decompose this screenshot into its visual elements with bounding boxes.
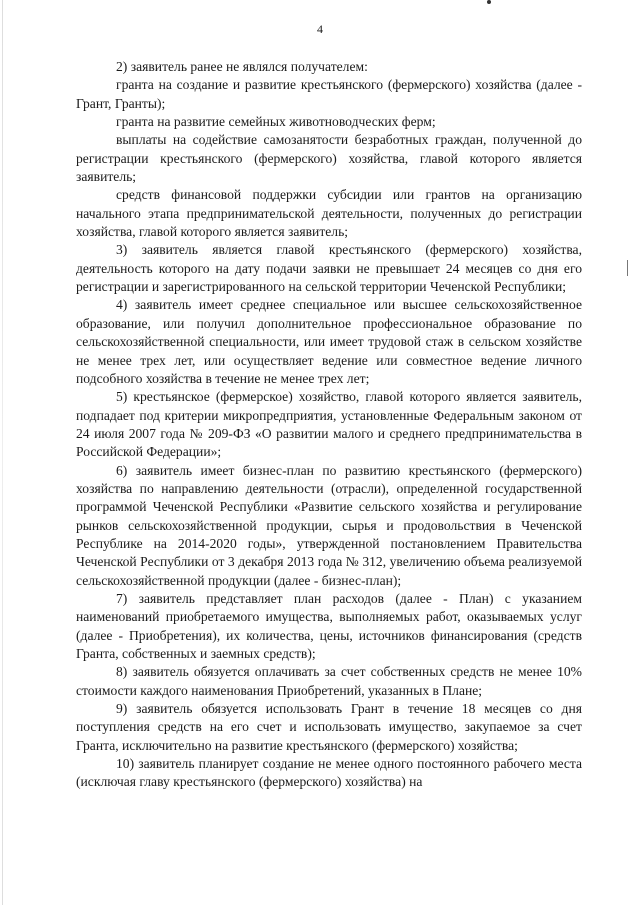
paragraph-condition-8: 8) заявитель обязуется оплачивать за счет собственных средств не менее 10% стоимости каждого наименования Приобретений, указанных в Плане;: [76, 664, 582, 698]
paragraph-condition-10: 10) заявитель планирует создание не менее одного постоянного рабочего места (исключая главу крестьянского (фермерского) хозяйства) на: [76, 756, 582, 790]
document-body: [76, 58, 582, 792]
scan-speck: [487, 0, 491, 4]
paragraph-condition-3: 3) заявитель является главой крестьянского (фермерского) хозяйства, деятельность которого на дату подачи заявки не превышает 24 месяцев со дня его регистрации и зарегистрированного на сельской территории Чеченской Республики;: [76, 242, 582, 295]
paragraph-self-employment: выплаты на содействие самозанятости безработных граждан, полученной до регистрации крестьянского (фермерского) хозяйства, главой которого является заявитель;: [76, 132, 582, 185]
paragraph-grant-farm: гранта на создание и развитие крестьянского (фермерского) хозяйства (далее - Грант, Гранты);: [76, 77, 582, 111]
scan-margin-mark: [627, 260, 628, 276]
paragraph-condition-2: 2) заявитель ранее не являлся получателем:: [116, 59, 368, 74]
paragraph-grant-livestock: гранта на развитие семейных животноводческих ферм;: [116, 114, 436, 130]
page-number: 4: [317, 22, 323, 36]
paragraph-condition-5: 5) крестьянское (фермерское) хозяйство, главой которого является заявитель, подпадает под критерии микропредприятия, установленные Федеральным законом от 24 июля 2007 года № 209-ФЗ «О развитии малого и среднего предпринимательства в Российской Федерации»;: [76, 389, 582, 460]
paragraph-condition-7: 7) заявитель представляет план расходов (далее - План) с указанием наименований приобретаемого имущества, выполняемых работ, оказываемых услуг (далее - Приобретения), их количества, цены, источников финансирования (средств Гранта, собственных и заемных средств);: [76, 590, 582, 661]
paragraph-condition-6: 6) заявитель имеет бизнес-план по развитию крестьянского (фермерского) хозяйства по направлению деятельности (отрасли), определенной государственной программой Чеченской Республики «Развитие сельского хозяйства и регулирование рынков сельскохозяйственной продукции, сырья и продовольствия в Чеченской Республике на 2014-2020 годы», утвержденной постановлением Правительства Чеченской Республики от 3 декабря 2013 года № 312, увеличению объема реализуемой сельскохозяйственной продукции (далее - бизнес-план);: [76, 462, 582, 588]
paragraph-financial-support: средств финансовой поддержки субсидии или грантов на организацию начального этапа предпринимательской деятельности, полученных до регистрации хозяйства, главой которого является заявитель;: [76, 187, 582, 240]
scan-edge-shadow: [2, 0, 3, 905]
paragraph-condition-4: 4) заявитель имеет среднее специальное или высшее сельскохозяйственное образование, или получил дополнительное профессиональное образование по сельскохозяйственной специальности, или имеет трудовой стаж в сельском хозяйстве не менее трех лет, или осуществляет ведение или совместное ведение личного подсобного хозяйства в течение не менее трех лет;: [76, 297, 582, 386]
paragraph-condition-9: 9) заявитель обязуется использовать Грант в течение 18 месяцев со дня поступления средств на его счет и использовать имущество, закупаемое за счет Гранта, исключительно на развитие крестьянского (фермерского) хозяйства;: [76, 701, 582, 753]
